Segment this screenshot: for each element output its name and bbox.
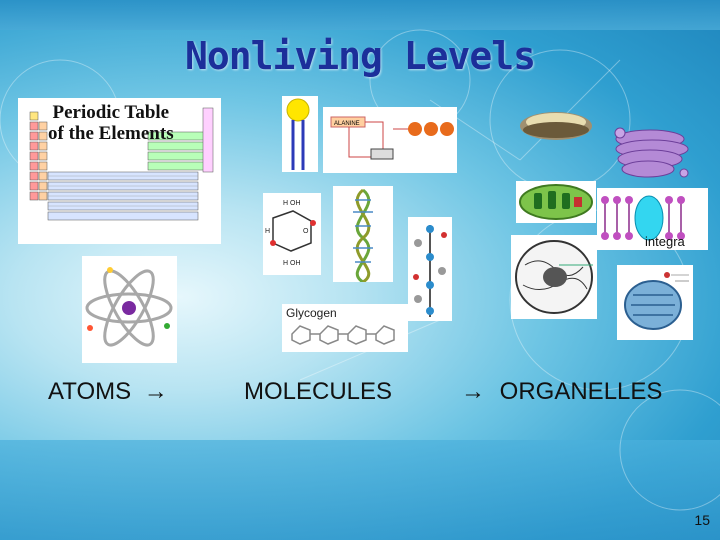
svg-text:O: O: [303, 228, 309, 235]
golgi-apparatus-image: [608, 119, 692, 181]
mitochondrion-image: [617, 265, 693, 340]
membrane-protein-image: [597, 188, 708, 250]
atoms-text: ATOMS: [48, 378, 132, 405]
atoms-label: [48, 378, 168, 406]
periodic-table-heading-line2: of the Elements: [48, 123, 174, 144]
organelles-text: ORGANELLES: [499, 378, 663, 405]
amino-acid-diagram-image: [323, 107, 457, 173]
arrow-icon: →: [461, 378, 485, 405]
glycogen-label: Glycogen: [286, 306, 337, 320]
svg-text:H OH: H OH: [283, 260, 301, 267]
lipid-molecule-image: [282, 96, 318, 172]
dna-helix-image: [333, 186, 393, 282]
svg-text:H OH: H OH: [283, 200, 301, 207]
molecules-label: MOLECULES: [244, 378, 393, 405]
shell-organelle-image: [516, 104, 596, 148]
atom-image: [82, 256, 177, 363]
nucleus-image: [511, 235, 597, 319]
glucose-structure-image: [263, 193, 321, 275]
integral-protein-label: integra: [645, 234, 685, 249]
arrow-icon: →: [143, 378, 168, 405]
slide-title: Nonliving Levels: [184, 34, 536, 78]
alanine-tag: ALANINE: [334, 121, 360, 127]
periodic-table-heading: [48, 102, 174, 144]
chloroplast-image: [516, 181, 596, 223]
page-number: 15: [694, 512, 710, 528]
svg-text:H: H: [265, 228, 271, 235]
periodic-table-image: [18, 98, 221, 244]
organelles-label: [461, 378, 662, 406]
molecule-chain-image: [408, 217, 452, 321]
periodic-table-heading-line1: Periodic Table: [52, 102, 170, 123]
glycogen-image: [282, 304, 408, 352]
